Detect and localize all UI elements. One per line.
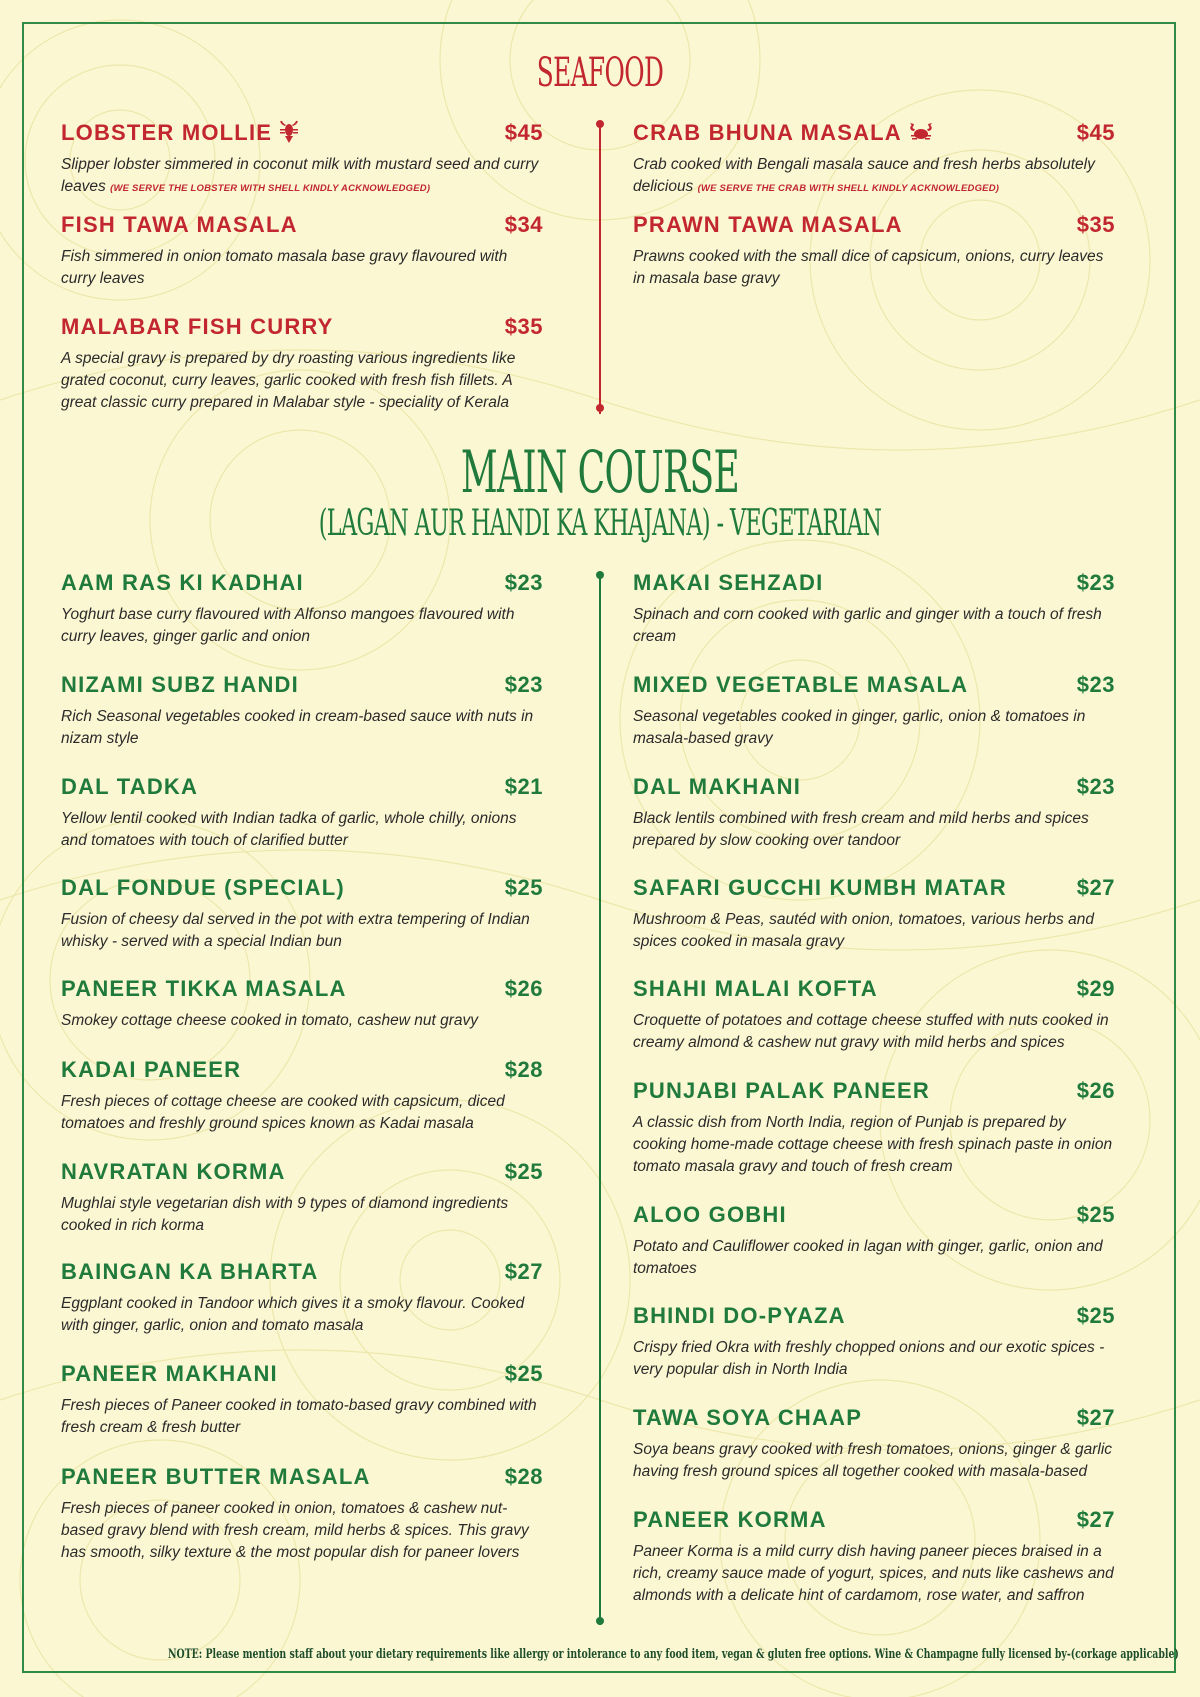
item-name: PANEER TIKKA MASALA bbox=[61, 976, 347, 1001]
menu-item bbox=[633, 120, 1115, 200]
item-description: Paneer Korma is a mild curry dish having paneer pieces braised in a rich, creamy sauce made of yogurt, spices, and nuts like cashews and almonds with a delicate hint of cardamom, rose water, and saffron bbox=[633, 1543, 1114, 1604]
menu-item bbox=[633, 1078, 1115, 1178]
item-description: A classic dish from North India, region of Punjab is prepared by cooking home-made cottage cheese with fresh spinach paste in onion tomato masala gravy and touch of fresh cream bbox=[633, 1114, 1113, 1175]
item-name: PANEER BUTTER MASALA bbox=[61, 1464, 371, 1489]
item-price: $29 bbox=[1076, 976, 1115, 1001]
menu-item bbox=[633, 212, 1115, 290]
item-description: Fish simmered in onion tomato masala base gravy flavoured with curry leaves bbox=[61, 248, 508, 287]
item-name: PANEER MAKHANI bbox=[61, 1361, 278, 1386]
item-price: $23 bbox=[504, 672, 543, 697]
item-description: Mushroom & Peas, sautéd with onion, tomatoes, various herbs and spices cooked in masala gravy bbox=[633, 911, 1094, 950]
item-name: CRAB BHUNA MASALA bbox=[633, 120, 934, 146]
item-description: Prawns cooked with the small dice of capsicum, onions, curry leaves in masala base gravy bbox=[633, 248, 1104, 287]
item-price: $25 bbox=[504, 875, 543, 900]
item-name: NIZAMI SUBZ HANDI bbox=[61, 672, 299, 697]
item-name: MIXED VEGETABLE MASALA bbox=[633, 672, 969, 697]
item-price: $26 bbox=[1076, 1078, 1115, 1103]
item-name: DAL MAKHANI bbox=[633, 774, 802, 799]
menu-item bbox=[633, 976, 1115, 1054]
item-price: $23 bbox=[1076, 672, 1115, 697]
item-name: LOBSTER MOLLIE bbox=[61, 120, 300, 146]
item-price: $26 bbox=[504, 976, 543, 1001]
menu-item bbox=[61, 672, 543, 750]
item-price: $35 bbox=[1076, 212, 1115, 237]
item-price: $27 bbox=[1076, 875, 1115, 900]
menu-item bbox=[61, 212, 543, 290]
menu-item bbox=[61, 570, 543, 648]
seafood-divider bbox=[599, 124, 601, 414]
crab-icon bbox=[908, 121, 934, 143]
main-course-divider bbox=[599, 575, 601, 1625]
main-course-title: MAIN COURSE bbox=[460, 438, 740, 506]
item-name: MAKAI SEHZADI bbox=[633, 570, 824, 595]
item-price: $25 bbox=[504, 1159, 543, 1184]
item-description: Crispy fried Okra with freshly chopped onions and our exotic spices - very popular dish in North India bbox=[633, 1339, 1105, 1378]
menu-item bbox=[633, 1507, 1115, 1607]
menu-item bbox=[61, 1259, 543, 1337]
item-price: $28 bbox=[504, 1464, 543, 1489]
item-description: Black lentils combined with fresh cream and mild herbs and spices prepared by slow cooking over tandoor bbox=[633, 810, 1089, 849]
menu-item bbox=[61, 1464, 543, 1564]
item-name: MALABAR FISH CURRY bbox=[61, 314, 334, 339]
item-name: DAL FONDUE (SPECIAL) bbox=[61, 875, 345, 900]
item-description: Fresh pieces of Paneer cooked in tomato-based gravy combined with fresh cream & fresh butter bbox=[61, 1397, 537, 1436]
menu-item bbox=[61, 875, 543, 953]
item-name: SAFARI GUCCHI KUMBH MATAR bbox=[633, 875, 1007, 900]
menu-item bbox=[61, 1057, 543, 1135]
item-price: $25 bbox=[504, 1361, 543, 1386]
item-description: Fresh pieces of paneer cooked in onion, tomatoes & cashew nut-based gravy blend with fresh cream, mild herbs & spices. This gravy has smooth, silky texture & the most popular dish for paneer lovers bbox=[61, 1500, 529, 1561]
item-price: $23 bbox=[1076, 774, 1115, 799]
menu-item bbox=[61, 774, 543, 852]
item-description: Croquette of potatoes and cottage cheese stuffed with nuts cooked in creamy almond & cashew nut gravy with mild herbs and spices bbox=[633, 1012, 1109, 1051]
item-price: $25 bbox=[1076, 1303, 1115, 1328]
item-description: Spinach and corn cooked with garlic and ginger with a touch of fresh cream bbox=[633, 606, 1102, 645]
menu-item bbox=[61, 120, 543, 200]
lobster-icon bbox=[278, 120, 300, 144]
item-name: FISH TAWA MASALA bbox=[61, 212, 298, 237]
item-description: A special gravy is prepared by dry roasting various ingredients like grated coconut, curry leaves, garlic cooked with fresh fish fillets. A great classic curry prepared in Malabar style - speciality of Kerala bbox=[61, 350, 516, 411]
seafood-section-title: SEAFOOD bbox=[536, 50, 664, 96]
footer-note: NOTE: Please mention staff about your dietary requirements like allergy or intolerance to any food item, vegan & gluten free options. Wine & Champagne fully licensed by-(corkage applicable) bbox=[167, 1647, 1179, 1662]
item-price: $27 bbox=[1076, 1507, 1115, 1532]
menu-item bbox=[633, 1303, 1115, 1381]
item-description: Yoghurt base curry flavoured with Alfonso mangoes flavoured with curry leaves, ginger garlic and onion bbox=[61, 606, 515, 645]
item-description: Potato and Cauliflower cooked in lagan with ginger, garlic, onion and tomatoes bbox=[633, 1238, 1103, 1277]
item-name: BAINGAN KA BHARTA bbox=[61, 1259, 319, 1284]
item-price: $25 bbox=[1076, 1202, 1115, 1227]
item-price: $45 bbox=[1076, 120, 1115, 145]
item-name: SHAHI MALAI KOFTA bbox=[633, 976, 878, 1001]
item-name: PUNJABI PALAK PANEER bbox=[633, 1078, 930, 1103]
item-name: KADAI PANEER bbox=[61, 1057, 242, 1082]
menu-item bbox=[61, 976, 543, 1032]
item-description: Fusion of cheesy dal served in the pot with extra tempering of Indian whisky - served with a special Indian bun bbox=[61, 911, 530, 950]
item-description: Eggplant cooked in Tandoor which gives it a smoky flavour. Cooked with ginger, garlic, onion and tomato masala bbox=[61, 1295, 525, 1334]
item-description: Crab cooked with Bengali masala sauce and fresh herbs absolutely delicious (WE SERVE THE CRAB WITH SHELL KINDLY ACKNOWLEDGED) bbox=[633, 156, 1095, 195]
item-description: Mughlai style vegetarian dish with 9 types of diamond ingredients cooked in rich korma bbox=[61, 1195, 509, 1234]
item-price: $35 bbox=[504, 314, 543, 339]
item-description: Slipper lobster simmered in coconut milk with mustard seed and curry leaves (WE SERVE THE LOBSTER WITH SHELL KINDLY ACKNOWLEDGED) bbox=[61, 156, 539, 195]
item-description: Fresh pieces of cottage cheese are cooked with capsicum, diced tomatoes and freshly ground spices known as Kadai masala bbox=[61, 1093, 505, 1132]
item-price: $21 bbox=[504, 774, 543, 799]
shell-note: (WE SERVE THE CRAB WITH SHELL KINDLY ACKNOWLEDGED) bbox=[697, 183, 1000, 194]
item-name: NAVRATAN KORMA bbox=[61, 1159, 286, 1184]
menu-item bbox=[633, 672, 1115, 750]
menu-item bbox=[633, 570, 1115, 648]
item-description: Rich Seasonal vegetables cooked in cream-based sauce with nuts in nizam style bbox=[61, 708, 534, 747]
item-price: $23 bbox=[1076, 570, 1115, 595]
item-name: PRAWN TAWA MASALA bbox=[633, 212, 903, 237]
menu-item bbox=[633, 1202, 1115, 1280]
item-description: Yellow lentil cooked with Indian tadka of garlic, whole chilly, onions and tomatoes with touch of clarified butter bbox=[61, 810, 517, 849]
main-course-subtitle: (LAGAN AUR HANDI KA KHAJANA) - VEGETARIAN bbox=[318, 503, 882, 544]
menu-item bbox=[61, 1159, 543, 1237]
menu-item bbox=[633, 875, 1115, 953]
item-description: Soya beans gravy cooked with fresh tomatoes, onions, ginger & garlic having fresh ground spices all together cooked with masala-based bbox=[633, 1441, 1113, 1480]
item-name: ALOO GOBHI bbox=[633, 1202, 787, 1227]
item-price: $23 bbox=[504, 570, 543, 595]
item-price: $27 bbox=[1076, 1405, 1115, 1430]
menu-item bbox=[633, 1405, 1115, 1483]
menu-item bbox=[61, 314, 543, 414]
item-name: AAM RAS KI KADHAI bbox=[61, 570, 304, 595]
item-price: $27 bbox=[504, 1259, 543, 1284]
item-description: Seasonal vegetables cooked in ginger, garlic, onion & tomatoes in masala-based gravy bbox=[633, 708, 1086, 747]
item-price: $28 bbox=[504, 1057, 543, 1082]
menu-item bbox=[61, 1361, 543, 1439]
item-name: PANEER KORMA bbox=[633, 1507, 827, 1532]
shell-note: (WE SERVE THE LOBSTER WITH SHELL KINDLY ACKNOWLEDGED) bbox=[110, 183, 431, 194]
item-name: BHINDI DO-PYAZA bbox=[633, 1303, 846, 1328]
item-name: TAWA SOYA CHAAP bbox=[633, 1405, 863, 1430]
item-price: $45 bbox=[504, 120, 543, 145]
item-name: DAL TADKA bbox=[61, 774, 199, 799]
menu-item bbox=[633, 774, 1115, 852]
item-price: $34 bbox=[504, 212, 543, 237]
item-description: Smokey cottage cheese cooked in tomato, cashew nut gravy bbox=[61, 1012, 479, 1029]
